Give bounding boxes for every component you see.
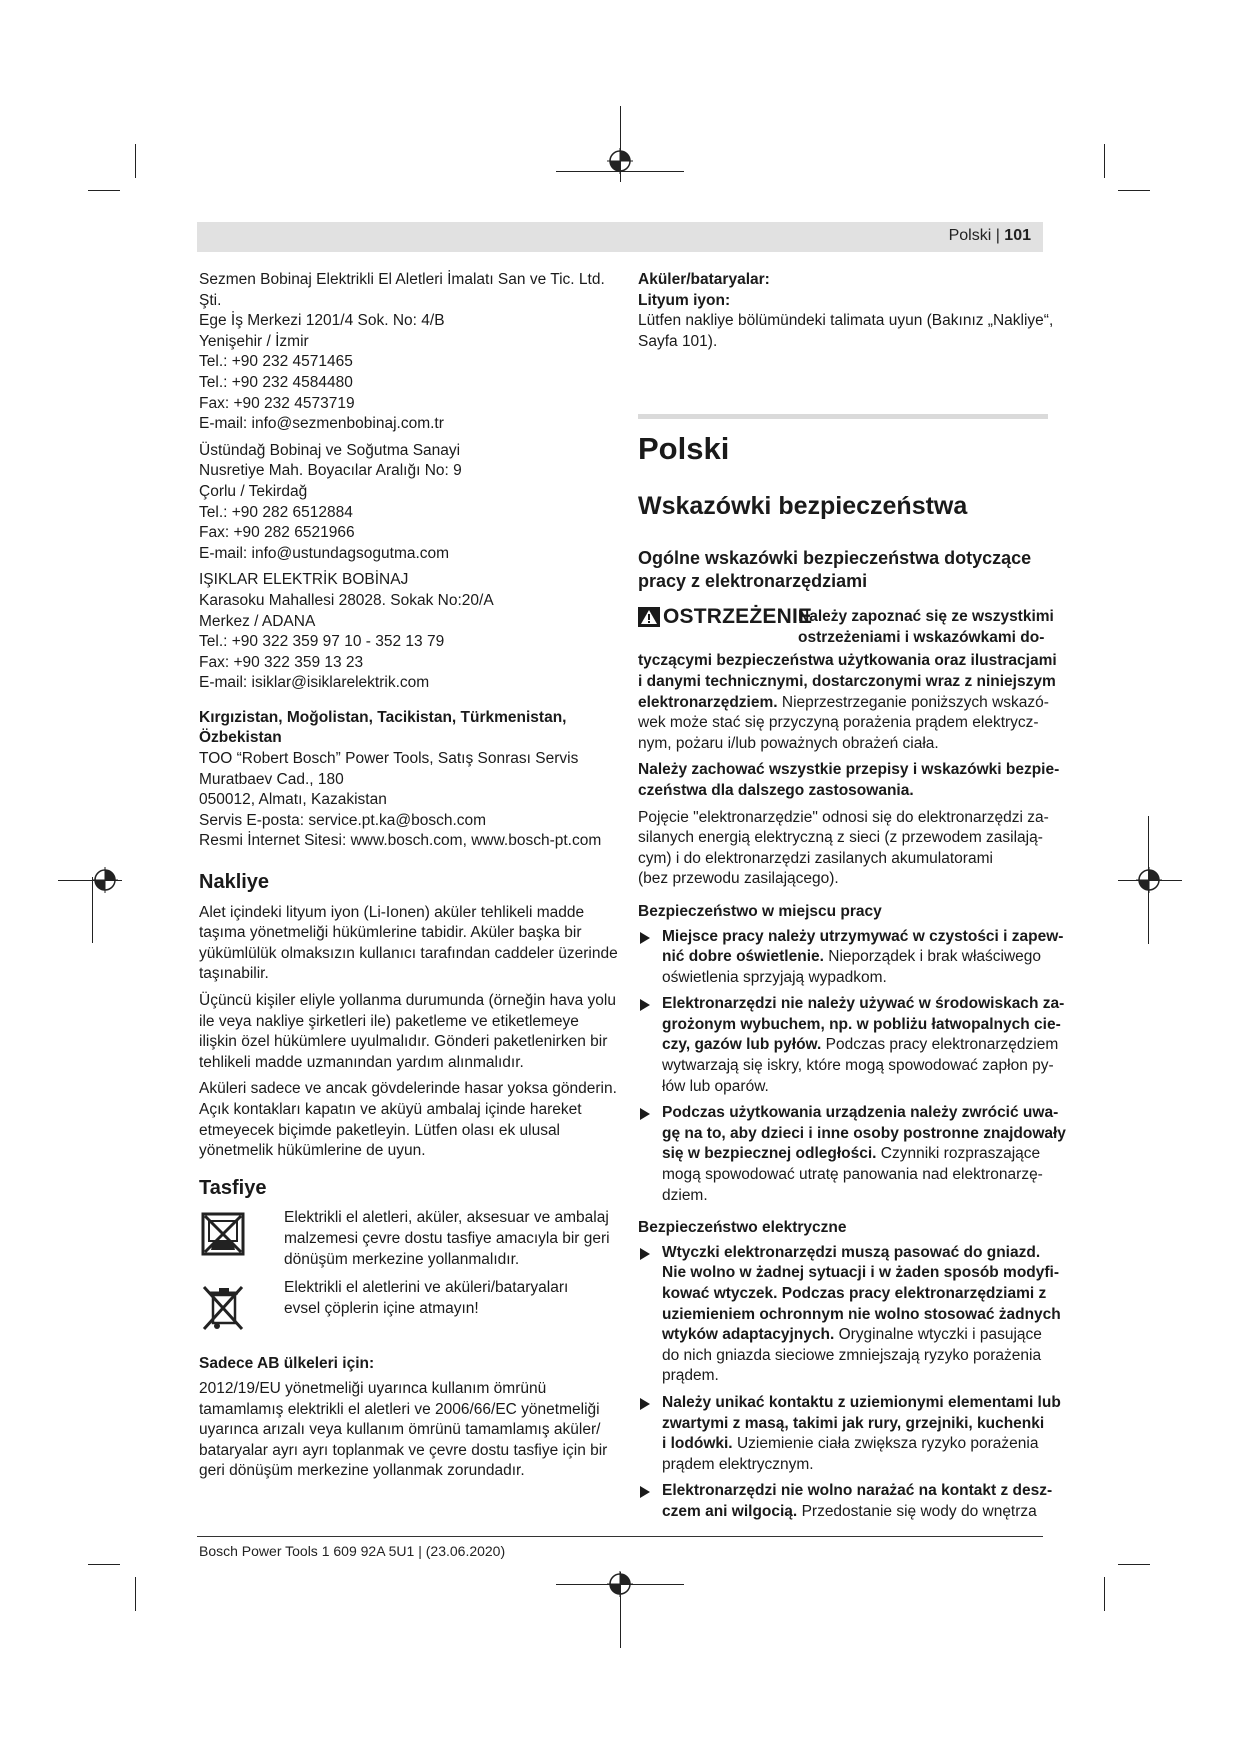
text-line: Wtyczki elektronarzędzi muszą pasować do gniazd.	[662, 1243, 1041, 1261]
registration-mark-icon	[1136, 867, 1162, 893]
text-line: geri dönüşüm merkezine yollanmak zorundadır.	[199, 1462, 525, 1480]
text-line: wtyków adaptacyjnych.	[662, 1326, 835, 1344]
text-line: Należy zachować wszystkie przepisy i wskazówki bezpie-	[638, 761, 1060, 779]
text-line: Elektronarzędzi nie należy używać w środowiskach za-	[662, 995, 1065, 1013]
text-line: Nusretiye Mah. Boyacılar Aralığı No: 9	[199, 462, 462, 480]
text-line: Alet içindeki lityum iyon (Li-Ionen) aküler tehlikeli madde	[199, 903, 585, 921]
electrical-heading: Bezpieczeństwo elektryczne	[638, 1219, 847, 1237]
bullet-triangle-icon	[640, 999, 650, 1011]
bullet-item	[638, 994, 1065, 1097]
registration-mark-icon	[92, 867, 118, 893]
text-line: Tel.: +90 282 6512884	[199, 503, 353, 521]
text-line: yönetmelik hükümlerine de uyun.	[199, 1142, 426, 1160]
text-line: Yenişehir / İzmir	[199, 332, 309, 350]
region-contact	[199, 749, 609, 852]
registration-mark-icon	[607, 148, 633, 174]
bullet-triangle-icon	[640, 932, 650, 944]
text-line: TOO “Robert Bosch” Power Tools, Satış Sonrası Servis	[199, 750, 579, 768]
text-line: mogą spowodować utratę panowania nad elektronarzę-	[662, 1166, 1043, 1184]
text-line: łów lub oparów.	[662, 1077, 769, 1095]
language-title: Polski	[638, 431, 730, 467]
heading-line: Kırgızistan, Moğolistan, Tacikistan, Türkmenistan,	[199, 708, 567, 726]
page-header	[197, 222, 1043, 252]
bullet-item	[638, 1103, 1066, 1206]
bullet-item	[638, 1243, 1061, 1387]
text-line: evsel çöplerin içine atmayın!	[284, 1299, 479, 1317]
text-line: Muratbaev Cad., 180	[199, 770, 344, 788]
section-title-nakliye: Nakliye	[199, 871, 270, 894]
registration-mark-icon	[607, 1571, 633, 1597]
warning-text: ostrzeżeniami i wskazówkami do-	[798, 629, 1045, 647]
text-line: grożonym wybuchem, np. w pobliżu łatwopalnych cie-	[662, 1015, 1061, 1033]
crop-mark	[1104, 144, 1105, 178]
eu-heading: Sadece AB ülkeleri için:	[199, 1355, 375, 1373]
email-line: E-mail: info@ustundagsogutma.com	[199, 544, 450, 562]
contact-block	[199, 270, 609, 435]
disposal-item	[199, 1278, 609, 1348]
text-line: czeństwa dla dalszego zastosowania.	[638, 781, 914, 799]
paragraph	[199, 1379, 609, 1482]
text-line: oświetlenia sprzyjają wypadkom.	[662, 968, 887, 986]
paragraph	[638, 311, 1054, 352]
paragraph	[199, 903, 618, 985]
text-line: Fax: +90 282 6521966	[199, 524, 355, 542]
text-line: ilişkin özel hükümlere uyulmalıdır. Gönderi paketlenirken bir	[199, 1033, 608, 1051]
text-line: nić dobre oświetlenie.	[662, 948, 824, 966]
warning-label	[638, 607, 816, 632]
text-line: Merkez / ADANA	[199, 612, 316, 630]
bullet-triangle-icon	[640, 1108, 650, 1120]
text-line: dönüşüm merkezine yollanmalıdır.	[284, 1250, 520, 1268]
header-language: Polski	[948, 227, 992, 244]
text-line: yükümlülük olmaksızın kullanıcı tarafından caddeler üzerinde	[199, 944, 618, 962]
text-line: uyarınca arızalı veya kullanım ömrünü tamamlamış aküler/	[199, 1421, 601, 1439]
crop-mark	[88, 1564, 120, 1565]
warning-text: Należy zapoznać się ze wszystkimi	[798, 608, 1054, 626]
right-column	[638, 270, 1066, 1529]
email-line: E-mail: info@sezmenbobinaj.com.tr	[199, 415, 444, 433]
text-line: Elektrikli el aletlerini ve aküleri/bataryaları	[284, 1279, 569, 1297]
page-header-text: Polski | 101	[948, 227, 1031, 244]
text-line: taşıma yönetmeliği hükümlerine tabidir. Aküler başka bir	[199, 924, 582, 942]
contact-block	[199, 441, 609, 565]
text-line: bataryalar ayrı ayrı toplanmak ve çevre dostu tasfiye için bir	[199, 1441, 608, 1459]
text-line: ile veya nakliye şirketleri ile) paketleme ve etiketlemeye	[199, 1012, 579, 1030]
text-line: Ege İş Merkezi 1201/4 Sok. No: 4/B	[199, 312, 445, 330]
heading-line: Ogólne wskazówki bezpieczeństwa dotyczące	[638, 548, 1032, 569]
disposal-item	[199, 1208, 609, 1274]
text-line: Elektrikli el aletleri, aküler, aksesuar ve ambalaj	[284, 1209, 609, 1227]
warning-icon	[638, 607, 660, 627]
text-line: Servis E-posta: service.pt.ka@bosch.com	[199, 811, 487, 829]
text-line: kować wtyczek. Podczas pracy elektronarzędziami z	[662, 1285, 1047, 1302]
text-line: cym) i do elektronarzędzi zasilanych akumulatorami	[638, 849, 993, 867]
left-column	[199, 270, 618, 1488]
crop-mark	[1118, 190, 1150, 191]
text-line: Fax: +90 232 4573719	[199, 394, 355, 412]
text-line: Elektronarzędzi nie wolno narażać na kontakt z desz-	[662, 1482, 1053, 1500]
text-line: Podczas pracy elektronarzędziem	[825, 1036, 1059, 1054]
safety-title: Wskazówki bezpieczeństwa	[638, 492, 968, 521]
email-line: E-mail: isiklar@isiklarelektrik.com	[199, 674, 430, 692]
text-line: Tel.: +90 232 4584480	[199, 373, 353, 391]
paragraph	[638, 808, 1048, 890]
text-line: (bez przewodu zasilającego).	[638, 870, 839, 888]
text-line: czem ani wilgocią.	[662, 1502, 798, 1520]
text-line: IŞIKLAR ELEKTRİK BOBİNAJ	[199, 571, 409, 589]
text-line: Çorlu / Tekirdağ	[199, 482, 308, 500]
footer-divider	[197, 1536, 1043, 1537]
text-line: Miejsce pracy należy utrzymywać w czystości i zapew-	[662, 927, 1064, 945]
text-line: Resmi İnternet Sitesi: www.bosch.com, www.bosch-pt.com	[199, 832, 602, 850]
text-line: Fax: +90 322 359 13 23	[199, 653, 364, 671]
text-line: 050012, Almatı, Kazakistan	[199, 791, 387, 809]
text-line: Czynniki rozpraszające	[880, 1145, 1041, 1163]
text-line: Uziemienie ciała zwiększa ryzyko porażenia	[736, 1435, 1039, 1453]
text-line: nym, pożaru i/lub poważnych obrażeń ciała.	[638, 734, 939, 752]
warning-text: tyczącymi bezpieczeństwa użytkowania oraz ilustracjami	[638, 652, 1057, 670]
text-line: Tel.: +90 322 359 97 10 - 352 13 79	[199, 633, 445, 651]
text-line: gę na to, aby dzieci i inne osoby postronne znajdowały	[662, 1124, 1066, 1142]
bullet-triangle-icon	[640, 1486, 650, 1498]
text-line: Açık kontakları kapatın ve aküyü ambalaj içinde hareket	[199, 1100, 582, 1118]
region-heading	[199, 708, 609, 749]
text-line: Tel.: +90 232 4571465	[199, 353, 353, 371]
text-line: Nieprzestrzeganie poniższych wskazó-	[781, 693, 1049, 711]
heading-line: pracy z elektronarzędziami	[638, 571, 868, 592]
bullet-item	[638, 1393, 1061, 1475]
crop-mark	[135, 144, 136, 178]
keep-instructions	[638, 760, 1060, 801]
bullet-triangle-icon	[640, 1248, 650, 1260]
text-line: Pojęcie "elektronarzędzie" odnosi się do elektronarzędzi za-	[638, 808, 1049, 826]
text-line: Karasoku Mahallesi 28028. Sokak No:20/A	[199, 591, 494, 609]
text-line: prądem.	[662, 1367, 719, 1385]
crossed-bin-icon	[201, 1282, 245, 1334]
disposal-text	[284, 1278, 614, 1319]
text-line: Sayfa 101).	[638, 332, 718, 350]
text-line: wytwarzają się iskry, które mogą spowodować zapłon py-	[662, 1057, 1054, 1075]
text-line: Przedostanie się wody do wnętrza	[801, 1502, 1037, 1520]
text-line: Należy unikać kontaktu z uziemionymi elementami lub	[662, 1393, 1061, 1411]
section-divider	[638, 414, 1048, 419]
text-line: do nich gniazda sieciowe zmniejszają ryzyko porażenia	[662, 1346, 1042, 1364]
text-line: prądem elektrycznym.	[662, 1455, 814, 1473]
text-line: zwartymi z masą, takimi jak rury, grzejniki, kuchenki	[662, 1414, 1045, 1432]
text-line: Oryginalne wtyczki i pasujące	[838, 1326, 1042, 1344]
heading-line: Özbekistan	[199, 729, 282, 747]
text-line: silanych energią elektryczną z sieci (z przewodem zasilają-	[638, 829, 1043, 847]
bullet-item	[638, 927, 1064, 989]
bullet-item	[638, 1481, 1053, 1522]
text-line: taşınabilir.	[199, 965, 269, 983]
text-line: etmeyecek biçimde paketleyin. Lütfen olası ek ulusal	[199, 1121, 561, 1139]
text-line: Sezmen Bobinaj Elektrikli El Aletleri İmalatı San ve Tic. Ltd.	[199, 271, 605, 288]
warning-text: elektronarzędziem.	[638, 693, 778, 711]
paragraph	[199, 991, 616, 1073]
warning-block	[638, 605, 1057, 754]
crop-mark	[1118, 1564, 1150, 1565]
section-title-tasfiye: Tasfiye	[199, 1176, 267, 1199]
text-line: Lütfen nakliye bölümündeki talimata uyun (Bakınız „Nakliye“,	[638, 312, 1054, 330]
contact-block	[199, 570, 609, 694]
page-number: 101	[1004, 227, 1031, 244]
text-line: wek może stać się przyczyną porażenia prądem elektrycz-	[638, 714, 1039, 732]
text-line: Üçüncü kişiler eliyle yollanma durumunda (örneğin hava yolu	[199, 992, 616, 1009]
text-line: 2012/19/EU yönetmeliği uyarınca kullanım ömrünü	[199, 1379, 547, 1397]
bullet-triangle-icon	[640, 1398, 650, 1410]
general-safety-title	[638, 547, 1048, 593]
text-line: i lodówki.	[662, 1435, 733, 1453]
text-line: tehlikeli madde uzmanından yardım alınmalıdır.	[199, 1053, 524, 1071]
text-line: się w bezpiecznej odległości.	[662, 1145, 877, 1163]
text-line: Aküleri sadece ve ancak gövdelerinde hasar yoksa gönderin.	[199, 1080, 617, 1098]
disposal-text	[284, 1208, 614, 1270]
text-line: uziemieniem ochronnym nie wolno stosować żadnych	[662, 1305, 1061, 1323]
text-line: Nieporządek i brak właściwego	[828, 948, 1042, 966]
warning-word: OSTRZEŻENIE	[663, 605, 813, 629]
lithium-heading: Lityum iyon:	[638, 291, 731, 309]
text-line: tamamlamış elektrikli el aletleri ve 2006/66/EC yönetmeliği	[199, 1400, 600, 1418]
battery-heading: Aküler/bataryalar:	[638, 271, 770, 288]
crop-mark	[88, 190, 120, 191]
text-line: malzemesi çevre dostu tasfiye amacıyla bir geri	[284, 1229, 610, 1247]
text-line: Şti.	[199, 291, 222, 309]
text-line: czy, gazów lub pyłów.	[662, 1036, 822, 1054]
warning-text: i danymi technicznymi, dostarczonymi wraz z niniejszym	[638, 672, 1056, 690]
crop-mark	[135, 1577, 136, 1611]
workplace-heading: Bezpieczeństwo w miejscu pracy	[638, 902, 882, 920]
paragraph	[199, 1079, 617, 1161]
recycle-icon	[201, 1212, 245, 1256]
crop-mark	[1104, 1577, 1105, 1611]
text-line: dziem.	[662, 1186, 708, 1204]
text-line: Nie wolno w żadnej sytuacji i w żaden sposób modyfi-	[662, 1264, 1060, 1282]
text-line: Podczas użytkowania urządzenia należy zwrócić uwa-	[662, 1104, 1059, 1122]
page-footer: Bosch Power Tools 1 609 92A 5U1 | (23.06.2020)	[199, 1543, 506, 1559]
text-line: Üstündağ Bobinaj ve Soğutma Sanayi	[199, 441, 461, 459]
